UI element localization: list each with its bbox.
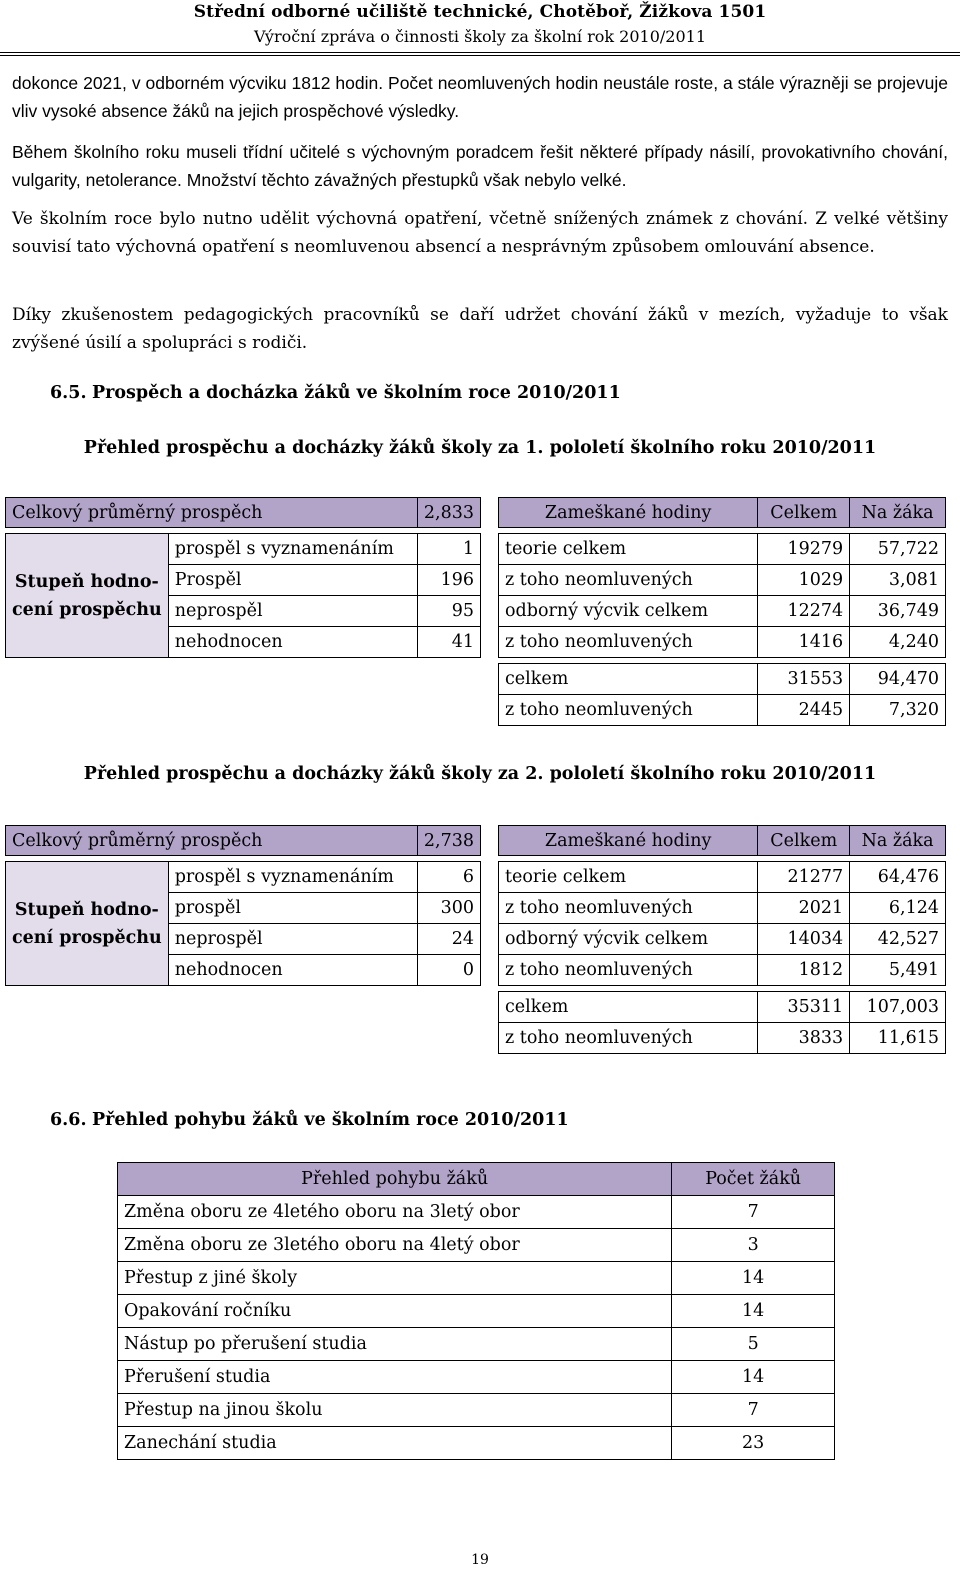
header-divider-bottom: [0, 55, 960, 56]
section-number: 6.5.: [50, 383, 87, 403]
section-6-5-heading: [50, 383, 621, 403]
grade-label: prospěl: [168, 893, 417, 924]
movement-label: Změna oboru ze 4letého oboru na 3letý obor: [118, 1196, 672, 1229]
absence-per: 6,124: [850, 893, 946, 924]
absence-header-label: Zameškané hodiny: [499, 498, 758, 528]
absence-summary-per: 7,320: [850, 695, 946, 726]
absence-per: 57,722: [850, 534, 946, 565]
grade-value: 24: [417, 924, 480, 955]
absence-summary-total: 35311: [758, 992, 850, 1023]
grade-value: 300: [417, 893, 480, 924]
grade-label: prospěl s vyznamenáním: [168, 862, 417, 893]
movement-count: 7: [672, 1196, 835, 1229]
movement-count: 23: [672, 1427, 835, 1460]
movement-label: Zanechání studia: [118, 1427, 672, 1460]
grade-label: neprospěl: [168, 596, 417, 627]
absence-summary-total: 31553: [758, 664, 850, 695]
paragraph-experience: Díky zkušenostem pedagogických pracovníků se daří udržet chování žáků v mezích, vyžaduje to však zvýšené úsilí a spolupráci s rodiči.: [12, 305, 948, 353]
movement-count: 5: [672, 1328, 835, 1361]
semester1-grades-table: [5, 497, 481, 658]
grade-value: 1: [417, 534, 480, 565]
absence-total: 14034: [758, 924, 850, 955]
absence-per: 36,749: [850, 596, 946, 627]
absence-summary-per: 11,615: [850, 1023, 946, 1054]
paragraph-measures: Ve školním roce bylo nutno udělit výchovná opatření, včetně snížených známek z chování. Z velké většiny souvisí tato výchovná opatření s neomluvenou absencí a nesprávným způsobem omlouvání absence.: [12, 209, 948, 257]
movement-count: 14: [672, 1262, 835, 1295]
grade-label: nehodnocen: [168, 627, 417, 658]
header-report-title: Výroční zpráva o činnosti školy za školní rok 2010/2011: [254, 27, 706, 46]
header-divider-top: [0, 52, 960, 53]
absence-label: z toho neomluvených: [499, 955, 758, 986]
grade-label: nehodnocen: [168, 955, 417, 986]
section-title: Prospěch a docházka žáků ve školním roce 2010/2011: [92, 383, 621, 403]
absence-summary-total: 2445: [758, 695, 850, 726]
grades-header-label: Celkový průměrný prospěch: [6, 498, 418, 528]
grades-header-label: Celkový průměrný prospěch: [6, 826, 418, 856]
absence-header-total: Celkem: [758, 826, 850, 856]
section-number: 6.6.: [50, 1110, 87, 1130]
absence-summary-label: z toho neomluvených: [499, 1023, 758, 1054]
grades-group-label: [6, 862, 169, 986]
movement-count: 3: [672, 1229, 835, 1262]
absence-per: 42,527: [850, 924, 946, 955]
absence-summary-label: celkem: [499, 992, 758, 1023]
paragraph-violence: Během školního roku museli třídní učitelé s výchovným poradcem řešit některé případy násilí, provokativního chování, vulgarity, netolerance. Množství těchto závažných přestupků však nebylo velké.: [12, 142, 948, 190]
movement-header-label: Přehled pohybu žáků: [118, 1163, 672, 1196]
semester1-absence-table: [498, 497, 946, 726]
section-6-6-heading: [50, 1110, 569, 1130]
absence-per: 5,491: [850, 955, 946, 986]
group-label-line1: Stupeň hodno-: [14, 899, 159, 920]
absence-summary-label: celkem: [499, 664, 758, 695]
group-label-line1: Stupeň hodno-: [14, 571, 159, 592]
absence-per: 3,081: [850, 565, 946, 596]
grades-header-value: 2,833: [417, 498, 480, 528]
absence-total: 1812: [758, 955, 850, 986]
grade-label: Prospěl: [168, 565, 417, 596]
grade-value: 41: [417, 627, 480, 658]
movement-label: Přestup na jinou školu: [118, 1394, 672, 1427]
grade-label: prospěl s vyznamenáním: [168, 534, 417, 565]
grade-value: 6: [417, 862, 480, 893]
grade-value: 95: [417, 596, 480, 627]
group-label-line2: cení prospěchu: [12, 927, 162, 948]
absence-total: 19279: [758, 534, 850, 565]
semester1-title: Přehled prospěchu a docházky žáků školy za 1. pololetí školního roku 2010/2011: [83, 438, 877, 458]
grade-value: 0: [417, 955, 480, 986]
absence-per: 4,240: [850, 627, 946, 658]
movement-count: 14: [672, 1295, 835, 1328]
movement-label: Nástup po přerušení studia: [118, 1328, 672, 1361]
absence-label: odborný výcvik celkem: [499, 596, 758, 627]
movement-count: 7: [672, 1394, 835, 1427]
absence-header-per: Na žáka: [850, 826, 946, 856]
group-label-line2: cení prospěchu: [12, 599, 162, 620]
absence-label: odborný výcvik celkem: [499, 924, 758, 955]
page-number: 19: [471, 1552, 489, 1568]
absence-header-per: Na žáka: [850, 498, 946, 528]
semester2-grades-table: [5, 825, 481, 986]
absence-summary-per: 94,470: [850, 664, 946, 695]
absence-total: 1029: [758, 565, 850, 596]
semester2-absence-table: [498, 825, 946, 1054]
header-school-name: Střední odborné učiliště technické, Chotěboř, Žižkova 1501: [193, 2, 767, 22]
movement-label: Opakování ročníku: [118, 1295, 672, 1328]
grade-label: neprospěl: [168, 924, 417, 955]
absence-total: 21277: [758, 862, 850, 893]
absence-label: teorie celkem: [499, 534, 758, 565]
movement-table: [117, 1162, 835, 1460]
movement-count: 14: [672, 1361, 835, 1394]
absence-total: 1416: [758, 627, 850, 658]
movement-header-count: Počet žáků: [672, 1163, 835, 1196]
absence-total: 12274: [758, 596, 850, 627]
semester2-title: Přehled prospěchu a docházky žáků školy za 2. pololetí školního roku 2010/2011: [83, 764, 877, 784]
grades-header-value: 2,738: [417, 826, 480, 856]
absence-label: z toho neomluvených: [499, 565, 758, 596]
grade-value: 196: [417, 565, 480, 596]
absence-header-total: Celkem: [758, 498, 850, 528]
movement-label: Přestup z jiné školy: [118, 1262, 672, 1295]
absence-summary-label: z toho neomluvených: [499, 695, 758, 726]
absence-total: 2021: [758, 893, 850, 924]
movement-label: Změna oboru ze 3letého oboru na 4letý obor: [118, 1229, 672, 1262]
absence-header-label: Zameškané hodiny: [499, 826, 758, 856]
absence-per: 64,476: [850, 862, 946, 893]
paragraph-absence: dokonce 2021, v odborném výcviku 1812 hodin. Počet neomluvených hodin neustále roste, a stále výrazněji se projevuje vliv vysoké absence žáků na jejich prospěchové výsledky.: [12, 73, 948, 121]
section-title: Přehled pohybu žáků ve školním roce 2010/2011: [92, 1110, 569, 1130]
absence-summary-per: 107,003: [850, 992, 946, 1023]
absence-label: teorie celkem: [499, 862, 758, 893]
movement-label: Přerušení studia: [118, 1361, 672, 1394]
absence-label: z toho neomluvených: [499, 893, 758, 924]
absence-summary-total: 3833: [758, 1023, 850, 1054]
absence-label: z toho neomluvených: [499, 627, 758, 658]
grades-group-label: [6, 534, 169, 658]
